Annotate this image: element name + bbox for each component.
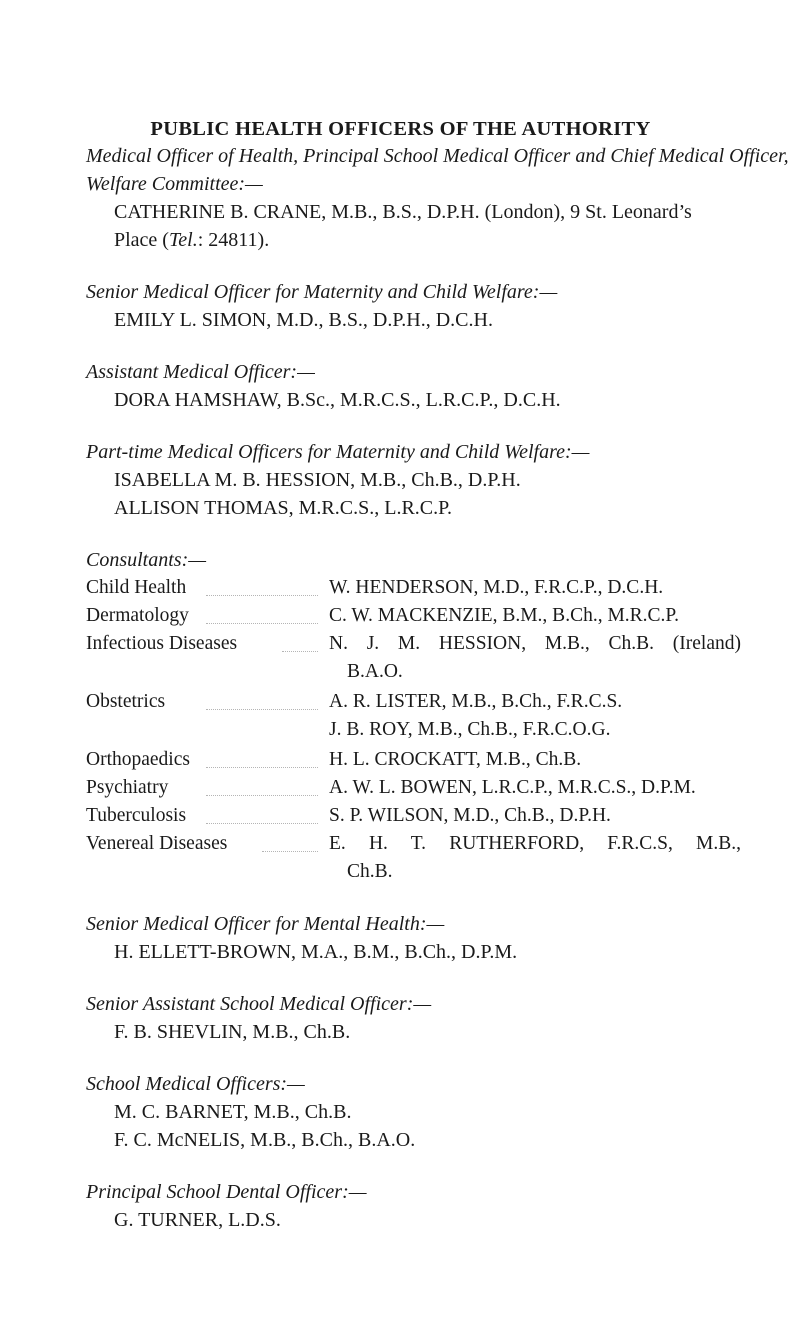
consultant-name-cont: Ch.B. xyxy=(347,861,393,882)
consultant-specialty: Child Health xyxy=(86,577,187,598)
senior-mcw-heading: Senior Medical Officer for Maternity and Child Welfare:— xyxy=(86,281,558,303)
school-mo-name: M. C. BARNET, M.B., Ch.B. xyxy=(114,1101,352,1123)
consultant-name: N. J. M. HESSION, M.B., Ch.B. (Ireland) xyxy=(329,633,741,654)
consultant-name: H. L. CROCKATT, M.B., Ch.B. xyxy=(329,749,582,770)
principal-dental-name: G. TURNER, L.D.S. xyxy=(114,1209,281,1231)
consultant-name: C. W. MACKENZIE, B.M., B.Ch., M.R.C.P. xyxy=(329,605,679,626)
principal-dental-heading: Principal School Dental Officer:— xyxy=(86,1181,367,1203)
mental-health-heading: Senior Medical Officer for Mental Health:— xyxy=(86,913,445,935)
moh-heading-line1: Medical Officer of Health, Principal School Medical Officer and Chief Medical Officer, xyxy=(86,145,789,167)
consultant-name: E. H. T. RUTHERFORD, F.R.C.S, M.B., xyxy=(329,833,741,854)
consultant-specialty: Dermatology xyxy=(86,605,189,626)
consultant-specialty: Venereal Diseases xyxy=(86,833,228,854)
senior-mcw-name: EMILY L. SIMON, M.D., B.S., D.P.H., D.C.H. xyxy=(114,309,493,331)
senior-assistant-school-name: F. B. SHEVLIN, M.B., Ch.B. xyxy=(114,1021,351,1043)
part-time-heading: Part-time Medical Officers for Maternity and Child Welfare:— xyxy=(86,441,590,463)
consultant-specialty: Obstetrics xyxy=(86,691,166,712)
school-mo-name: F. C. McNELIS, M.B., B.Ch., B.A.O. xyxy=(114,1129,416,1151)
consultant-name-cont: B.A.O. xyxy=(347,661,403,682)
page-title: PUBLIC HEALTH OFFICERS OF THE AUTHORITY xyxy=(150,118,651,140)
moh-tel-number: : 24811). xyxy=(197,229,270,251)
assistant-name: DORA HAMSHAW, B.Sc., M.R.C.S., L.R.C.P., D.C.H. xyxy=(114,389,561,411)
moh-address-pre: Place ( xyxy=(114,229,169,251)
mental-health-name: H. ELLETT-BROWN, M.A., B.M., B.Ch., D.P.M. xyxy=(114,941,518,963)
part-time-name: ISABELLA M. B. HESSION, M.B., Ch.B., D.P.H. xyxy=(114,469,521,491)
moh-name-line1: CATHERINE B. CRANE, M.B., B.S., D.P.H. (London), 9 St. Leonard’s xyxy=(114,201,692,223)
consultant-name-cont: J. B. ROY, M.B., Ch.B., F.R.C.O.G. xyxy=(329,719,611,740)
senior-assistant-school-heading: Senior Assistant School Medical Officer:— xyxy=(86,993,432,1015)
moh-tel-label: Tel. xyxy=(168,229,198,251)
consultant-name: W. HENDERSON, M.D., F.R.C.P., D.C.H. xyxy=(329,577,664,598)
consultant-name: A. R. LISTER, M.B., B.Ch., F.R.C.S. xyxy=(329,691,623,712)
consultant-name: S. P. WILSON, M.D., Ch.B., D.P.H. xyxy=(329,805,611,826)
consultants-heading: Consultants:— xyxy=(86,549,207,571)
consultant-name: A. W. L. BOWEN, L.R.C.P., M.R.C.S., D.P.M. xyxy=(329,777,696,798)
consultant-specialty: Tuberculosis xyxy=(86,805,187,826)
part-time-name: ALLISON THOMAS, M.R.C.S., L.R.C.P. xyxy=(114,497,453,519)
consultant-specialty: Psychiatry xyxy=(86,777,169,798)
consultant-specialty: Orthopaedics xyxy=(86,749,190,770)
moh-heading-line2: Welfare Committee:— xyxy=(86,173,263,195)
school-mo-heading: School Medical Officers:— xyxy=(86,1073,305,1095)
assistant-heading: Assistant Medical Officer:— xyxy=(86,361,315,383)
consultant-specialty: Infectious Diseases xyxy=(86,633,238,654)
